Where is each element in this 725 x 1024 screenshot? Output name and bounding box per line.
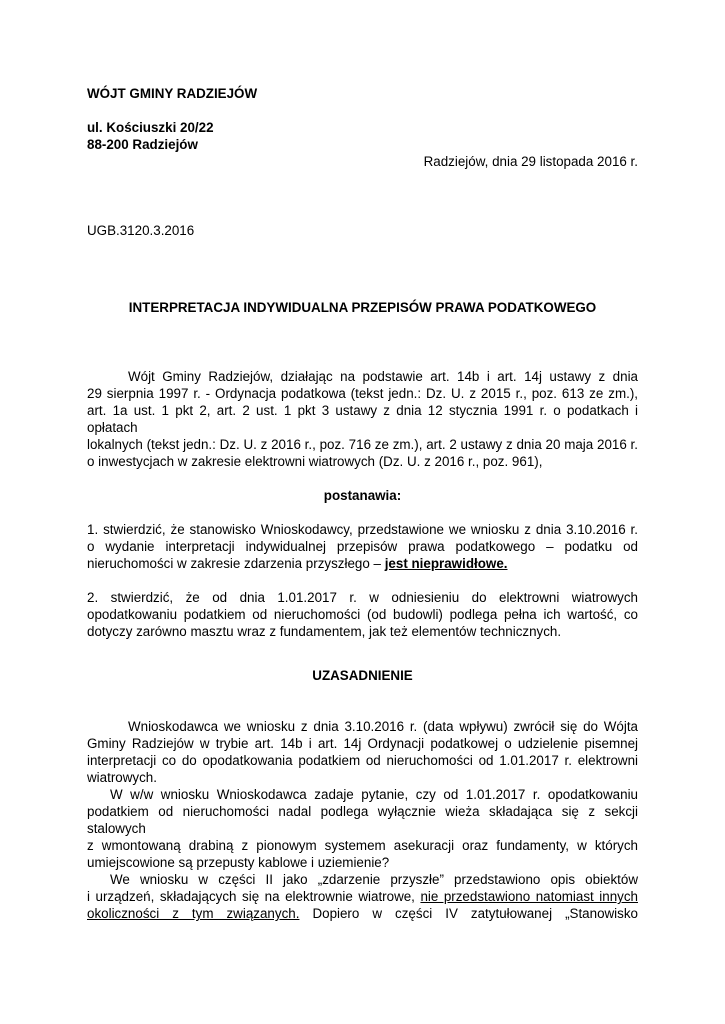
reference-number: UGB.3120.3.2016 [87,223,195,238]
intro-line: art. 1a ust. 1 pkt 2, art. 2 ust. 1 pkt 3 ustawy z dnia 12 stycznia 1991 r. o podatkach i opłatach [87,403,638,435]
justification-paragraph-2 [87,786,638,871]
point-1-line [87,555,638,572]
justification-underlined: okoliczności z tym związanych. [87,906,300,921]
justification-line [87,905,638,922]
intro-paragraph [87,368,638,470]
justification-line: wiatrowych. [87,770,157,785]
justification-line: W w/w wniosku Wnioskodawca zadaje pytanie, czy od 1.01.2017 r. opodatkowaniu [110,787,638,802]
point-1-text: nieruchomości w zakresie zdarzenia przyszłego – [87,556,385,571]
justification-paragraph-1 [87,718,638,786]
justification-line: umiejscowione są przepusty kablowe i uziemienie? [87,855,390,870]
point-2 [87,589,638,640]
sender-address-city: 88-200 Radziejów [87,137,198,152]
point-2-line: 2. stwierdzić, że od dnia 1.01.2017 r. w odniesieniu do elektrowni wiatrowych [87,590,638,605]
sender-title: WÓJT GMINY RADZIEJÓW [87,86,258,101]
point-1 [87,521,638,572]
point-1-line: 1. stwierdzić, że stanowisko Wnioskodawcy, przedstawione we wniosku z dnia 3.10.2016 r. [87,522,638,537]
justification-line: We wniosku w części II jako „zdarzenie przyszłe” przedstawiono opis obiektów [110,872,638,887]
point-1-line: o wydanie interpretacji indywidualnej przepisów prawa podatkowego – podatku od [87,539,638,554]
justification-line: interpretacji co do opodatkowania podatkiem od nieruchomości od 1.01.2017 r. elektrowni [87,753,638,768]
justification-paragraph-3 [87,871,638,922]
justification-line [87,888,638,905]
intro-line: Wójt Gminy Radziejów, działając na podstawie art. 14b i art. 14j ustawy z dnia [128,369,638,384]
intro-line: 29 sierpnia 1997 r. - Ordynacja podatkowa (tekst jedn.: Dz. U. z 2015 r., poz. 613 ze zm.), [87,386,638,401]
justification-text: i urządzeń, składających się na elektrownie wiatrowe, [87,889,421,904]
document-title: INTERPRETACJA INDYWIDUALNA PRZEPISÓW PRAWA PODATKOWEGO [128,300,597,315]
justification-line: Wnioskodawca we wniosku z dnia 3.10.2016 r. (data wpływu) zwrócił się do Wójta [128,719,638,734]
justification-line: z wmontowaną drabiną z pionowym systemem asekuracji oraz fundamenty, w których [87,838,638,853]
justification-line: podatkiem od nieruchomości nadal podlega wyłącznie wieża składająca się z sekcji stalowych [87,804,638,836]
point-1-emphasis: jest nieprawidłowe. [384,556,508,571]
justification-line: Gminy Radziejów w trybie art. 14b i art. 14j Ordynacji podatkowej o udzielenie pisemnej [87,736,638,751]
justification-underlined: nie przedstawiono natomiast innych [420,889,638,904]
justification-heading: UZASADNIENIE [312,668,413,683]
point-2-line: dotyczy zarówno masztu wraz z fundamentem, jak też elementów technicznych. [87,624,562,639]
decides-heading: postanawia: [323,488,402,503]
document-page [87,85,638,922]
point-2-line: opodatkowaniu podatkiem od nieruchomości (od budowli) podlega pełna ich wartość, co [87,607,638,622]
sender-address-street: ul. Kościuszki 20/22 [87,120,214,135]
justification-text: Dopiero w części IV zatytułowanej „Stanowisko [299,906,638,921]
place-date: Radziejów, dnia 29 listopada 2016 r. [423,154,638,169]
intro-line: lokalnych (tekst jedn.: Dz. U. z 2016 r., poz. 716 ze zm.), art. 2 ustawy z dnia 20 maja 2016 r. [87,437,638,452]
intro-line: o inwestycjach w zakresie elektrowni wiatrowych (Dz. U. z 2016 r., poz. 961), [87,454,543,469]
